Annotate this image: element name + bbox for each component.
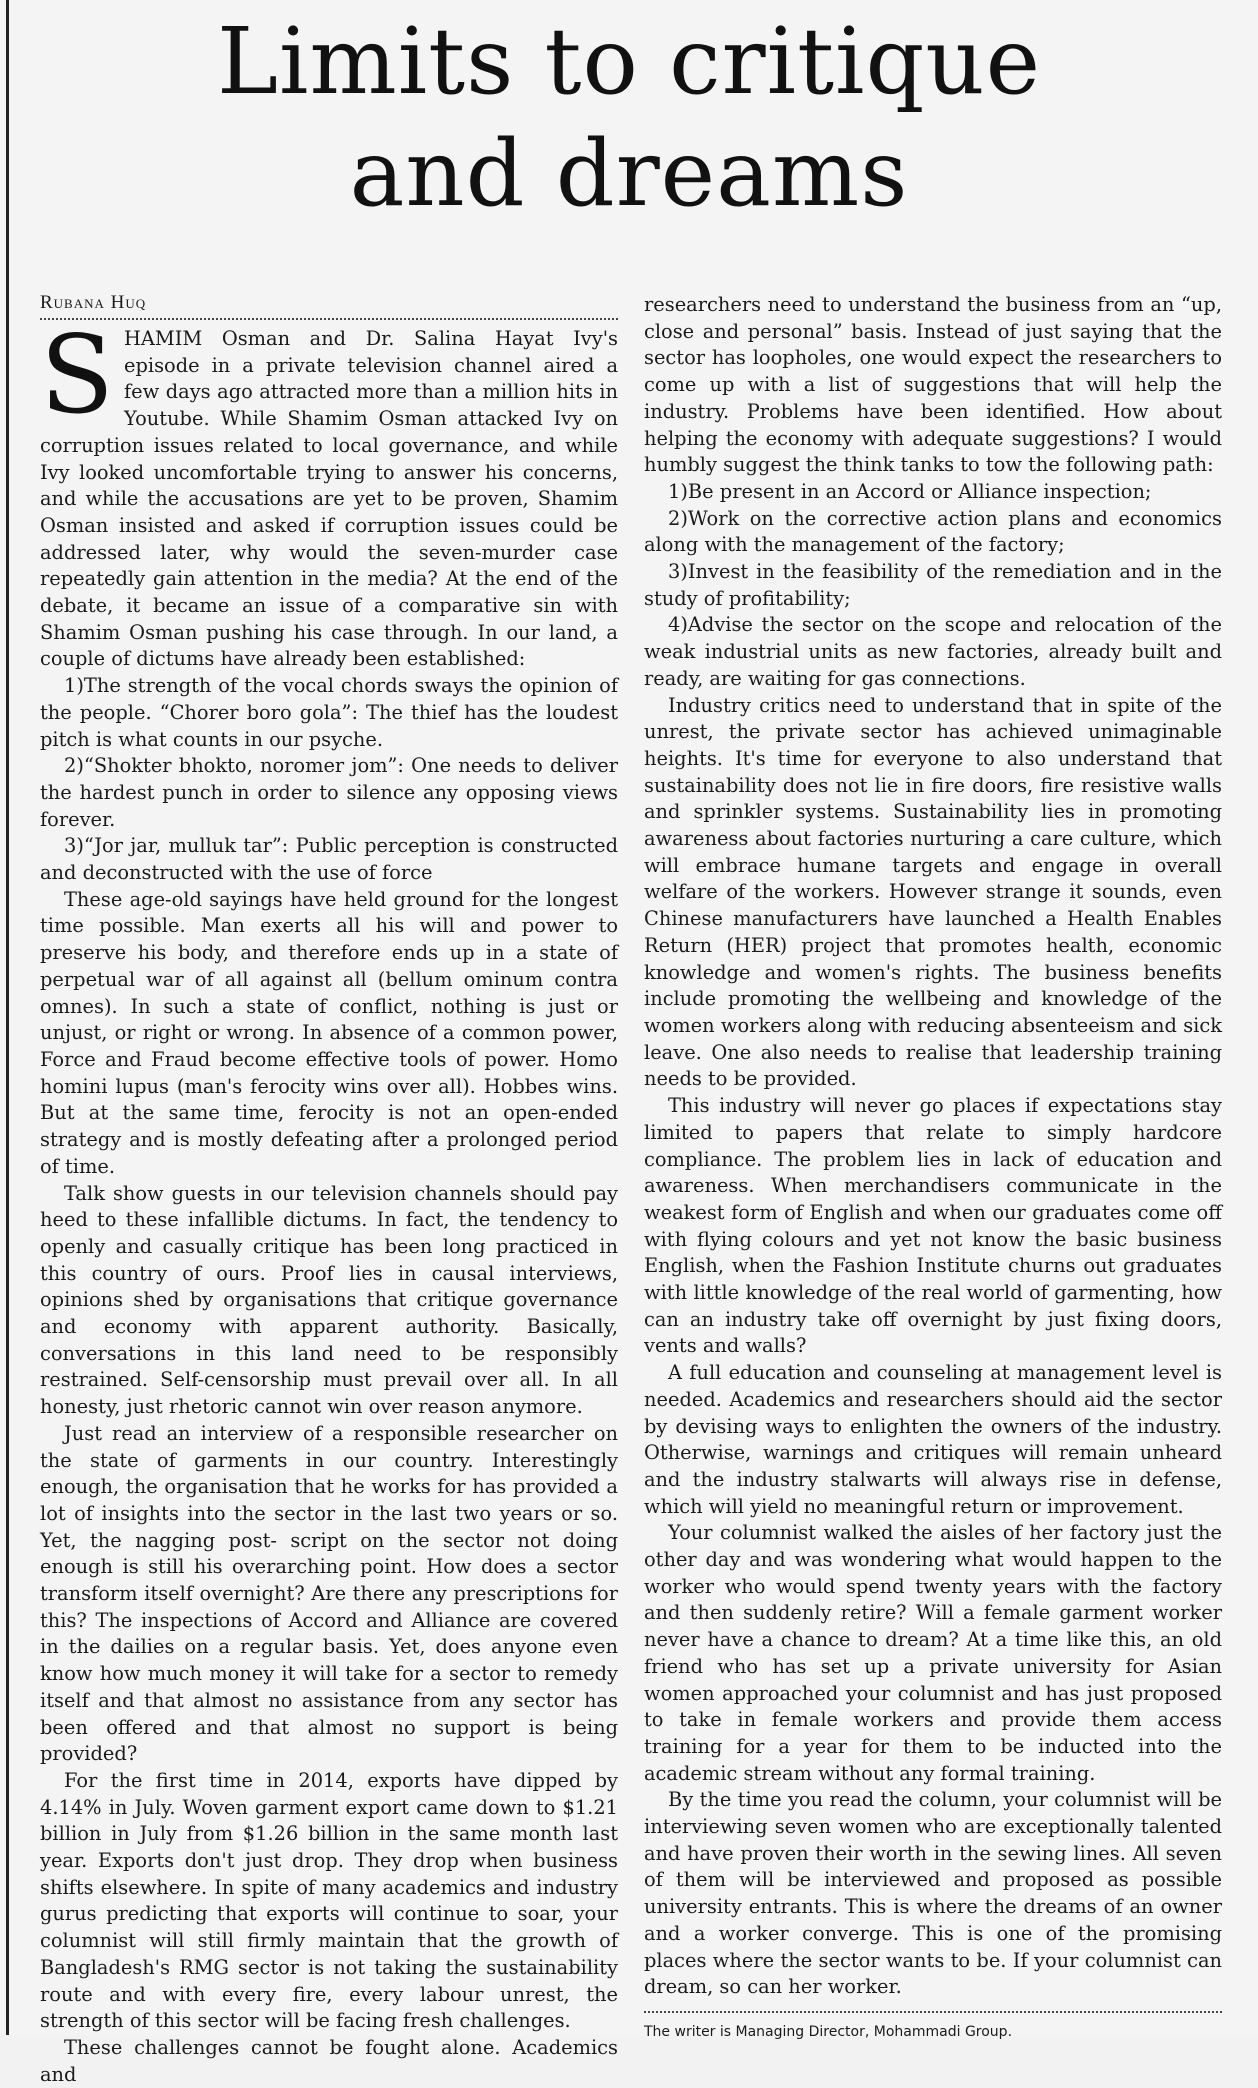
left-column	[40, 292, 618, 2086]
byline-divider	[40, 318, 618, 320]
list-item: 1)Be present in an Accord or Alliance inspection;	[668, 479, 1152, 503]
paragraph: These challenges cannot be fought alone. Academics and	[40, 2036, 618, 2086]
paragraph: 2)“Shokter bhokto, noromer jom”: One needs to deliver the hardest punch in order to silence any opposing views forever.	[40, 754, 618, 831]
list-item: 3)Invest in the feasibility of the remediation and in the study of profitability;	[644, 560, 1222, 610]
paragraph: By the time you read the column, your columnist will be interviewing seven women who are exceptionally talented and have proven their worth in the sewing lines. All seven of them will be interviewed and proposed as possible university entrants. This is where the dreams of an owner and a worker converge. This is one of the promising places where the sector wants to be. If your columnist can dream, so can her worker.	[644, 1788, 1222, 1999]
right-column	[644, 292, 1222, 2040]
paragraph: 3)“Jor jar, mulluk tar”: Public perception is constructed and deconstructed with the use of force	[40, 834, 618, 885]
paragraph: Just read an interview of a responsible researcher on the state of garments in our country. Interestingly enough, the organisation that he works for has provided a lot of insights into the sector in the last two years or so. Yet, the nagging post- script on the sector not doing enough is still his overarching point. How does a sector transform itself overnight? Are there any prescriptions for this? The inspections of Accord and Alliance are covered in the dailies on a regular basis. Yet, does anyone even know how much money it will take for a sector to remedy itself and that almost no assistance from any sector has been offered and that almost no support is being provided?	[40, 1421, 618, 1766]
paragraph-text: HAMIM Osman and Dr. Salina Hayat Ivy's episode in a private television channel aired a few days ago attracted more than a million hits in Youtube. While Shamim Osman attacked Ivy on corruption issues related to local governance, and while Ivy looked uncomfortable trying to answer his concerns, and while the accusations are yet to be proven, Shamim Osman insisted and asked if corruption issues could be addressed later, why would the seven-murder case repeatedly gain attention in the media? At the end of the debate, it became an issue of a comparative sin with Shamim Osman pushing his case through. In our land, a couple of dictums have already been established:	[40, 327, 618, 671]
left-border-rule	[6, 0, 9, 2035]
writer-note: The writer is Managing Director, Mohammadi Group.	[644, 2011, 1222, 2046]
paragraph: For the first time in 2014, exports have dipped by 4.14% in July. Woven garment export came down to $1.21 billion in July from $1.26 billion in the same month last year. Exports don't just drop. They drop when business shifts elsewhere. In spite of many academics and industry gurus predicting that exports will continue to soar, your columnist will still firmly maintain that the growth of Bangladesh's RMG sector is not taking the sustainability route and with every fire, every labour unrest, the strength of this sector will be facing fresh challenges.	[40, 1768, 618, 2033]
paragraph: researchers need to understand the business from an “up, close and personal” basis. Instead of just saying that the sector has loopholes, one would expect the researchers to come up with a list of suggestions that will help the industry. Problems have been identified. How about helping the economy with adequate suggestions? I would humbly suggest the think tanks to tow the following path:	[644, 293, 1222, 477]
headline	[20, 6, 1238, 230]
paragraph: Talk show guests in our television channels should pay heed to these infallible dictums. In fact, the tendency to openly and casually critique has been long practiced in this country of ours. Proof lies in causal interviews, opinions shed by organisations that critique governance and economy with apparent authority. Basically, conversations in this land need to be responsibly restrained. Self-censorship must prevail over all. In all honesty, just rhetoric cannot win over reason anymore.	[40, 1181, 618, 1419]
drop-cap: S	[40, 313, 114, 438]
paragraph: A full education and counseling at management level is needed. Academics and researchers should aid the sector by devising ways to enlighten the owners of the industry. Otherwise, warnings and critiques will remain unheard and the industry stalwarts will always rise in defense, which will yield no meaningful return or improvement.	[644, 1361, 1222, 1518]
author-byline: Rubana Huq	[40, 292, 147, 313]
list-item: 2)Work on the corrective action plans and economics along with the management of the factory;	[644, 506, 1222, 557]
paragraph: These age-old sayings have held ground for the longest time possible. Man exerts all his will and power to preserve his body, and therefore ends up in a state of perpetual war of all against all (bellum ominum contra omnes). In such a state of conflict, nothing is just or unjust, or right or wrong. In absence of a common power, Force and Fraud become effective tools of power. Homo homini lupus (man's ferocity wins over all). Hobbes wins. But at the same time, ferocity is not an open-ended strategy and is mostly defeating after a prolonged period of time.	[40, 887, 618, 1178]
paragraph: This industry will never go places if expectations stay limited to papers that relate to simply hardcore compliance. The problem lies in lack of education and awareness. When merchandisers communicate in the weakest form of English and when our graduates come off with flying colours and yet not know the basic business English, when the Fashion Institute churns out graduates with little knowledge of the real world of garmenting, how can an industry take off overnight by just fixing doors, vents and walls?	[644, 1094, 1222, 1358]
paragraph: 1)The strength of the vocal chords sways the opinion of the people. “Chorer boro gola”: The thief has the loudest pitch is what counts in our psyche.	[40, 674, 618, 751]
opening-paragraph	[40, 313, 618, 673]
headline-line-1: Limits to critique	[216, 8, 1042, 115]
article-body	[40, 292, 1222, 2086]
headline-line-2: and dreams	[349, 120, 909, 227]
paragraph: Industry critics need to understand that in spite of the unrest, the private sector has achieved unimaginable heights. It's time for everyone to also understand that sustainability does not lie in fire doors, fire resistive walls and sprinkler systems. Sustainability lies in promoting awareness about factories nurturing a care culture, which will embrace humane targets and engage in overall welfare of the workers. However strange it sounds, even Chinese manufacturers have launched a Health Enables Return (HER) project that promotes health, economic knowledge and women's rights. The business benefits include promoting the wellbeing and knowledge of the women workers along with reducing absenteeism and sick leave. One also needs to realise that leadership training needs to be provided.	[644, 693, 1222, 1091]
list-item: 4)Advise the sector on the scope and relocation of the weak industrial units as new factories, already built and ready, are waiting for gas connections.	[644, 613, 1222, 690]
paragraph: Your columnist walked the aisles of her factory just the other day and was wondering what would happen to the worker who would spend twenty years with the factory and then suddenly retire? Will a female garment worker never have a chance to dream? At a time like this, an old friend who has set up a private university for Asian women approached your columnist and has just proposed to take in female workers and provide them access training for a year for them to be inducted into the academic stream without any formal training.	[644, 1521, 1222, 1785]
